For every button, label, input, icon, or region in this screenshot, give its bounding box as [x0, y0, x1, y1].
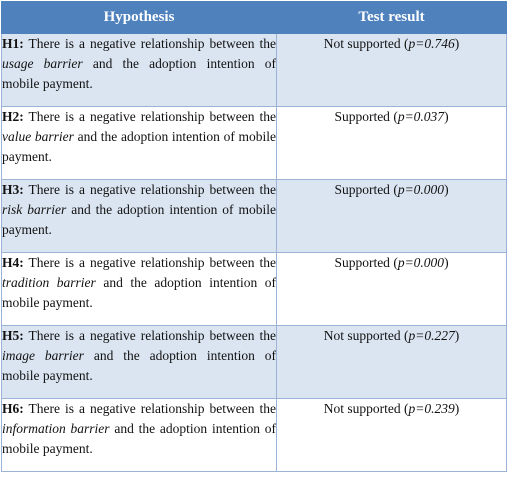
- hypothesis-text-pre: There is a negative relationship between the: [28, 255, 277, 270]
- result-cell: Not supported (p=0.227): [277, 326, 507, 399]
- hypothesis-id: H3:: [2, 182, 24, 197]
- p-value: p=0.227: [408, 328, 455, 343]
- result-cell: Supported (p=0.000): [277, 180, 507, 253]
- result-label: Supported: [334, 255, 390, 270]
- hypothesis-table: [1, 1, 507, 472]
- barrier-name: risk barrier: [2, 202, 67, 217]
- header-test-result: Test result: [277, 2, 507, 34]
- result-label: Supported: [334, 182, 390, 197]
- hypothesis-cell: [2, 399, 277, 472]
- result-cell: Supported (p=0.000): [277, 253, 507, 326]
- barrier-name: image barrier: [2, 348, 84, 363]
- hypothesis-text-pre: There is a negative relationship between the: [28, 401, 277, 416]
- hypothesis-id: H1:: [2, 36, 24, 51]
- hypothesis-id: H4:: [2, 255, 24, 270]
- hypothesis-text-post: and the adoption intention of mobile payment.: [2, 202, 276, 237]
- hypothesis-cell: [2, 34, 277, 107]
- hypothesis-cell: [2, 253, 277, 326]
- hypothesis-id: H2:: [2, 109, 24, 124]
- table-row: [2, 326, 507, 399]
- hypothesis-text-post: and the adoption intention of mobile payment.: [2, 348, 276, 383]
- hypothesis-text-pre: There is a negative relationship between the: [28, 36, 277, 51]
- table-row: [2, 107, 507, 180]
- p-value: p=0.037: [397, 109, 445, 124]
- header-hypothesis: Hypothesis: [2, 2, 277, 34]
- barrier-name: usage barrier: [2, 56, 83, 71]
- result-cell: Not supported (p=0.746): [277, 34, 507, 107]
- p-value: p=0.746: [408, 36, 455, 51]
- result-label: Not supported: [323, 36, 401, 51]
- result-label: Not supported: [323, 401, 401, 416]
- hypothesis-text-post: and the adoption intention of mobile payment.: [2, 421, 277, 456]
- hypothesis-cell: [2, 107, 277, 180]
- result-label: Supported: [334, 109, 390, 124]
- table-row: [2, 253, 507, 326]
- p-value: p=0.239: [408, 401, 455, 416]
- hypothesis-text-pre: There is a negative relationship between the: [28, 328, 277, 343]
- table-header-row: [2, 2, 507, 34]
- result-cell: Not supported (p=0.239): [277, 399, 507, 472]
- result-cell: Supported (p=0.037): [277, 107, 507, 180]
- hypothesis-text-pre: There is a negative relationship between the: [28, 182, 277, 197]
- table-row: [2, 34, 507, 107]
- hypothesis-text-post: and the adoption intention of mobile payment.: [2, 129, 276, 164]
- barrier-name: information barrier: [2, 421, 110, 436]
- barrier-name: value barrier: [2, 129, 74, 144]
- result-label: Not supported: [323, 328, 401, 343]
- hypothesis-cell: [2, 326, 277, 399]
- p-value: p=0.000: [397, 255, 445, 270]
- hypothesis-text-post: and the adoption intention of mobile payment.: [2, 275, 277, 310]
- hypothesis-id: H5:: [2, 328, 24, 343]
- hypothesis-cell: [2, 180, 277, 253]
- barrier-name: tradition barrier: [2, 275, 96, 290]
- hypothesis-text-pre: There is a negative relationship between the: [28, 109, 277, 124]
- p-value: p=0.000: [397, 182, 445, 197]
- table-row: [2, 399, 507, 472]
- hypothesis-text-post: and the adoption intention of mobile payment.: [2, 56, 276, 91]
- hypothesis-id: H6:: [2, 401, 24, 416]
- table-row: [2, 180, 507, 253]
